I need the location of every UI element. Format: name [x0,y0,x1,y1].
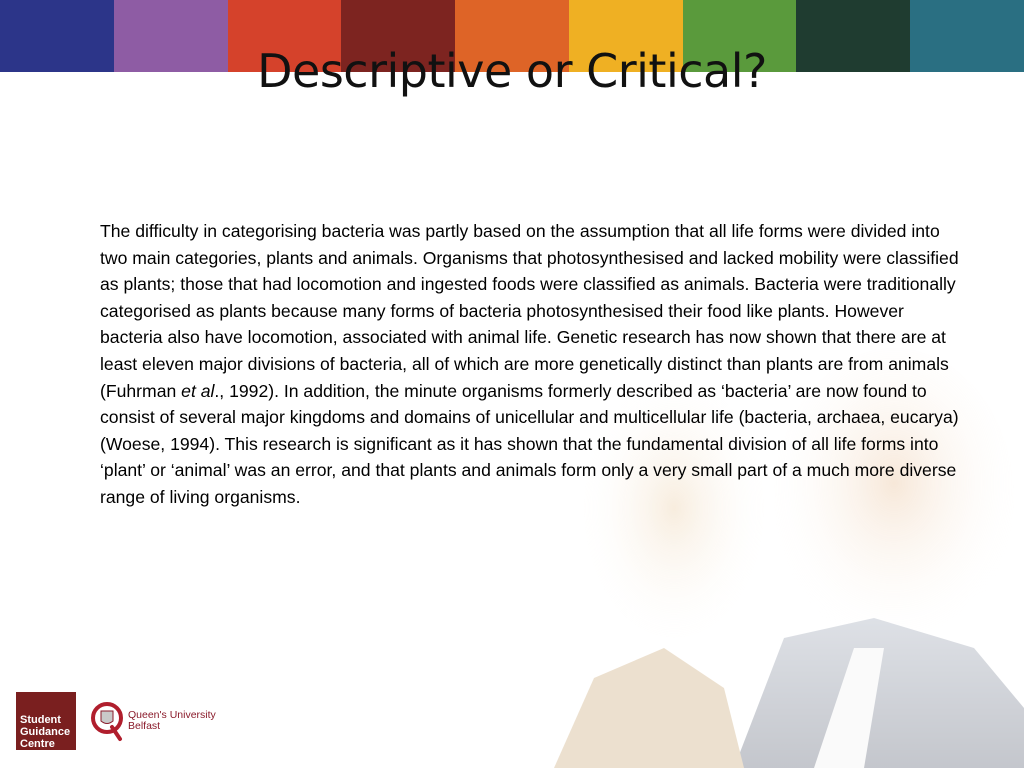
logo-text-line: Centre [20,738,55,750]
paragraph-italic-et-al: et al [181,380,215,401]
qub-crest-icon [90,699,124,743]
slide-title: Descriptive or Critical? [257,44,767,98]
student-guidance-centre-logo [16,692,76,750]
body-paragraph [100,218,970,511]
logo-text-line: Guidance [20,726,71,738]
paragraph-text-part2: ., 1992). In addition, the minute organisms formerly described as ‘bacteria’ are now found to consist of several major kingdoms and domains of unicellular and multicellular life (bacteria, archaea, eucarya) (Woese, 1994). This research is significant as it has shown that the fundamental division of all life forms into ‘plant’ or ‘animal’ was an error, and that plants and animals form only a very small part of a much more diverse range of living organisms. [100,380,959,507]
logo-text-line: Student [20,714,61,726]
paragraph-text-part1: The difficulty in categorising bacteria was partly based on the assumption that all life forms were divided into two main categories, plants and animals. Organisms that photosynthesised and lacked mobility were classified as plants; those that had locomotion and ingested foods were classified as animals. Bacteria were traditionally categorised as plants because many forms of bacteria photosynthesised their food like plants. However bacteria also have locomotion, associated with animal life. Genetic research has now shown that there are at least eleven major divisions of bacteria, all of which are more genetically distinct than plants are from animals (Fuhrman [100,221,959,401]
queens-university-logo [90,699,216,743]
qub-name-line: Queen's University [128,709,216,721]
qub-name-line: Belfast [128,720,161,732]
footer-logos [16,690,216,752]
